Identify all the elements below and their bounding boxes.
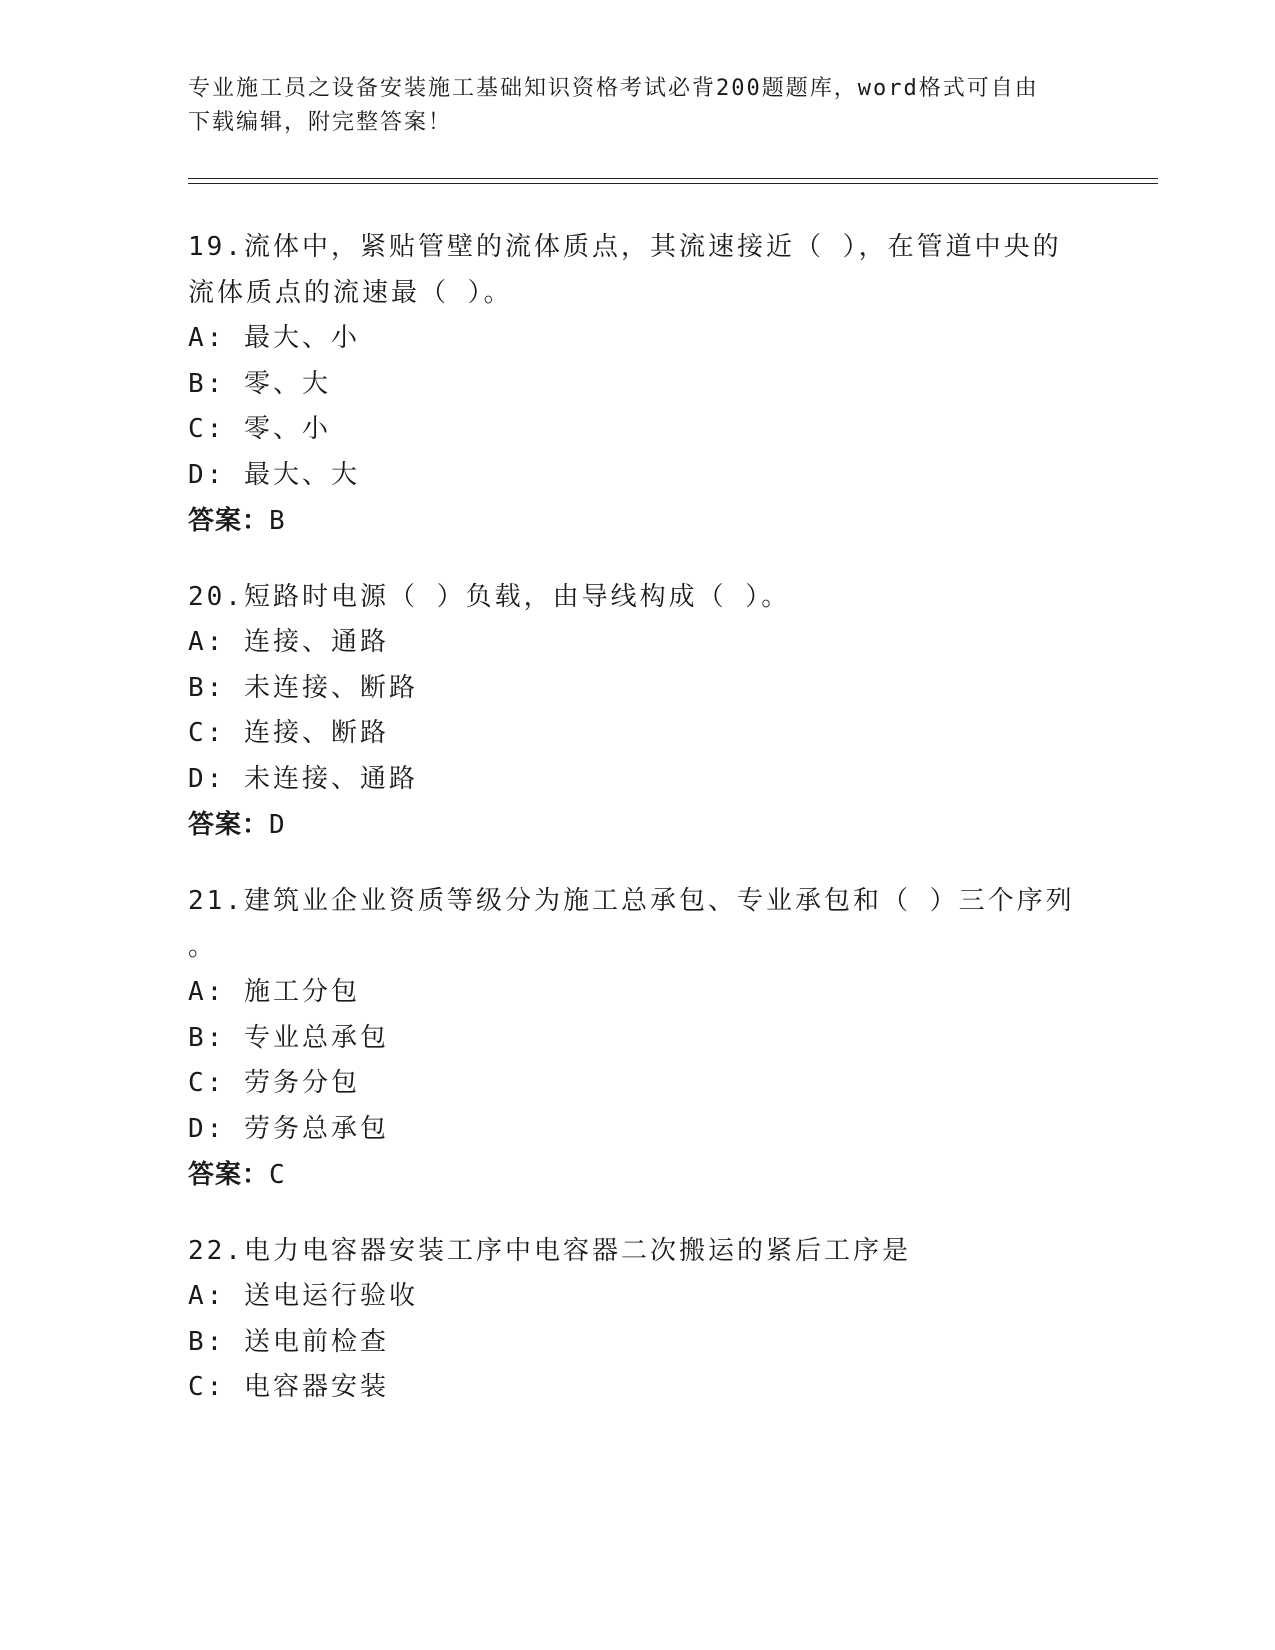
option-b: B: 送电前检查 [188,1326,389,1357]
answer-label: 答案： [188,810,270,840]
question-stem: 22.电力电容器安装工序中电容器二次搬运的紧后工序是 [188,1236,911,1266]
option-b: B: 专业总承包 [188,1022,389,1053]
option-a: A: 最大、小 [188,323,360,353]
option-a: A: 送电运行验收 [188,1281,418,1311]
answer-label: 答案： [188,1160,270,1190]
question-stem-continued: 流体质点的流速最（ ）。 [188,278,513,308]
question-stem-continued: 。 [188,932,218,962]
header-line-2: 下载编辑，附完整答案！ [188,110,453,135]
answer-value: D [269,810,286,840]
option-c: C: 电容器安装 [188,1372,389,1402]
question-21 [188,878,1088,1198]
question-stem: 19.流体中，紧贴管壁的流体质点，其流速接近（ ），在管道中央的 [188,232,1062,262]
question-stem: 20.短路时电源（ ）负载，由导线构成（ ）。 [188,582,791,612]
option-b: B: 未连接、断路 [188,672,418,703]
option-d: D: 最大、大 [188,459,360,490]
header-divider [188,178,1158,184]
question-19 [188,224,1088,544]
option-c: C: 零、小 [188,414,331,444]
question-stem: 21.建筑业企业资质等级分为施工总承包、专业承包和（ ）三个序列 [188,886,1075,916]
answer-label: 答案： [188,506,270,536]
question-22 [188,1228,1088,1411]
option-a: A: 施工分包 [188,977,360,1007]
header-line-1: 专业施工员之设备安装施工基础知识资格考试必背200题题库，word格式可自由 [188,76,1039,101]
answer-line [188,498,1088,544]
option-d: D: 未连接、通路 [188,763,418,794]
answer-line [188,1152,1088,1198]
question-20 [188,574,1088,848]
document-header [188,72,1088,140]
answer-value: C [269,1160,286,1190]
option-d: D: 劳务总承包 [188,1113,389,1144]
answer-line [188,802,1088,848]
option-c: C: 连接、断路 [188,718,389,748]
answer-value: B [269,506,286,536]
option-c: C: 劳务分包 [188,1068,360,1098]
option-a: A: 连接、通路 [188,627,389,657]
option-b: B: 零、大 [188,368,331,399]
